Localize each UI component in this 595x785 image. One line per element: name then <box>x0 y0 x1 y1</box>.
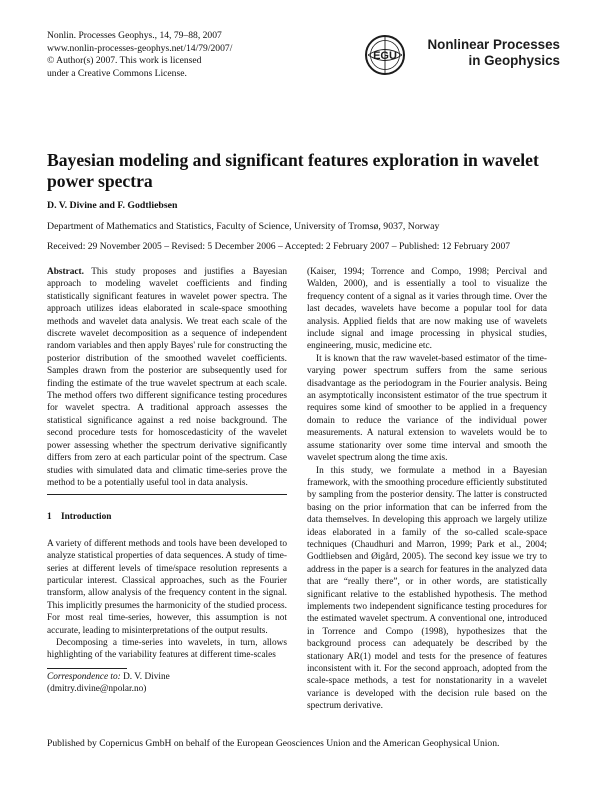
body-paragraph: In this study, we formulate a method in a Bayesian framework, with the smoothing procedure efficiently substituted by sampling from the posterior density. The latter is constructed basing on the prior information that can be inferred from the data themselves. In developing this approach we largely utilize ideas elaborated in a family of the so-called scale-space techniques (Chaudhuri and Marron, 1999; Park et al., 2004; Godtliebsen and Øigård, 2005). The second key issue we try to address in the paper is a search for features in the analyzed data that are “really there”, or in other words, are statistically significant relative to the established hypothesis. The method implements two independent significance testing procedures for the estimated wavelet spectrum. A conventional one, introduced in Torrence and Compo (1998), hypothesizes that the background process can adequately be described by the stationary AR(1) model and tests for the presence of features inconsistent with it. For the second approach, adopted from the scale-space methods, a test for nonstationarity in a wavelet variance is developed with the decision rule based on the spectrum derivative. <box>307 465 547 712</box>
journal-logo <box>364 34 560 78</box>
section-number: 1 <box>47 512 52 523</box>
intro-paragraph: A variety of different methods and tools have been developed to analyze statistical properties of data sequences. A study of time-series at different levels of time/space resolution represents a particular interest. Classical approaches, such as the Fourier transform, allow analysis of the frequency content in the signal. This implicitly presumes the harmonicity of the studied process. For most real time-series, however, this assumption is not accurate, leading to misinterpretations of the output results. <box>47 538 287 636</box>
journal-name-line-2: in Geophysics <box>468 53 560 68</box>
correspondence-email[interactable]: (dmitry.divine@npolar.no) <box>47 684 147 695</box>
publisher-footer: Published by Copernicus GmbH on behalf of the European Geosciences Union and the American Geophysical Union. <box>47 738 500 749</box>
correspondence-label: Correspondence to: <box>47 671 121 682</box>
logo-letters: EGU <box>373 50 397 62</box>
journal-url[interactable]: www.nonlin-processes-geophys.net/14/79/2007/ <box>47 42 233 54</box>
body-paragraph: It is known that the raw wavelet-based estimator of the time-varying power spectrum suffers from the same serious disadvantage as the periodogram in the Fourier analysis. Being an asymptotically inconsistent estimator of the true spectrum it requires some kind of smoother to be applied in a frequency domain to reduce the variance of the individual power measurements. A natural extension to wavelets would be to assume stationarity over some time interval and smooth the wavelet spectrum along the time axis. <box>307 353 547 464</box>
section-title: Introduction <box>61 512 112 523</box>
right-column <box>307 266 547 713</box>
abstract-text: This study proposes and justifies a Bayesian approach to modeling wavelet coefficients and finding statistically significant features in wavelet power spectra. The approach utilizes ideas elaborated in scale-space smoothing methods and wavelet data analysis. We treat each scale of the discrete wavelet decomposition as a sequence of independent random variables and then apply Bayes' rule for constructing the posterior distribution of the smoothed wavelet coefficients. Samples drawn from the posterior are subsequently used for finding the estimate of the true wavelet spectrum at each scale. The method offers two different significance testing procedures for wavelet spectra. A traditional approach assesses the statistical significance against a red noise background. The second procedure tests for homoscedasticity of the wavelet power assessing whether the spectrum derivative significantly differs from zero at each particular point of the spectrum. Case studies with simulated data and climatic time-series prove the method to be a potentially useful tool in data analysis. <box>47 267 287 488</box>
paper-title: Bayesian modeling and significant features exploration in wavelet power spectra <box>47 150 539 191</box>
footnote-divider <box>47 668 127 669</box>
license-line: under a Creative Commons License. <box>47 67 187 79</box>
section-heading <box>47 511 287 523</box>
citation-line: Nonlin. Processes Geophys., 14, 79–88, 2007 <box>47 30 222 41</box>
intro-paragraph: Decomposing a time-series into wavelets, in turn, allows highlighting of the variability features at different time-scales <box>47 637 287 661</box>
egu-seal-icon <box>364 34 406 76</box>
affiliation: Department of Mathematics and Statistics, Faculty of Science, University of Tromsø, 9037, Norway <box>47 221 440 232</box>
journal-name <box>428 37 560 69</box>
correspondence-footnote <box>47 671 287 683</box>
copyright-line: © Author(s) 2007. This work is licensed <box>47 55 202 66</box>
left-column <box>47 266 287 696</box>
correspondence-name: D. V. Divine <box>123 671 170 682</box>
body-paragraph: (Kaiser, 1994; Torrence and Compo, 1998; Percival and Walden, 2000), and is essentially a tool to visualize the frequency content of a signal as it varies through time. Over the last decades, wavelets have become a popular tool for data analysis. Applied fields that are now making use of wavelets include signal and image processing in physical studies, engineering, music, medicine etc. <box>307 267 547 352</box>
abstract-divider <box>47 494 287 495</box>
publication-dates: Received: 29 November 2005 – Revised: 5 December 2006 – Accepted: 2 February 2007 – Published: 12 February 2007 <box>47 241 511 252</box>
author-list: D. V. Divine and F. Godtliebsen <box>47 200 178 211</box>
journal-citation-block <box>47 30 232 80</box>
abstract <box>47 266 287 489</box>
abstract-label: Abstract. <box>47 267 84 277</box>
journal-name-line-1: Nonlinear Processes <box>427 37 560 52</box>
